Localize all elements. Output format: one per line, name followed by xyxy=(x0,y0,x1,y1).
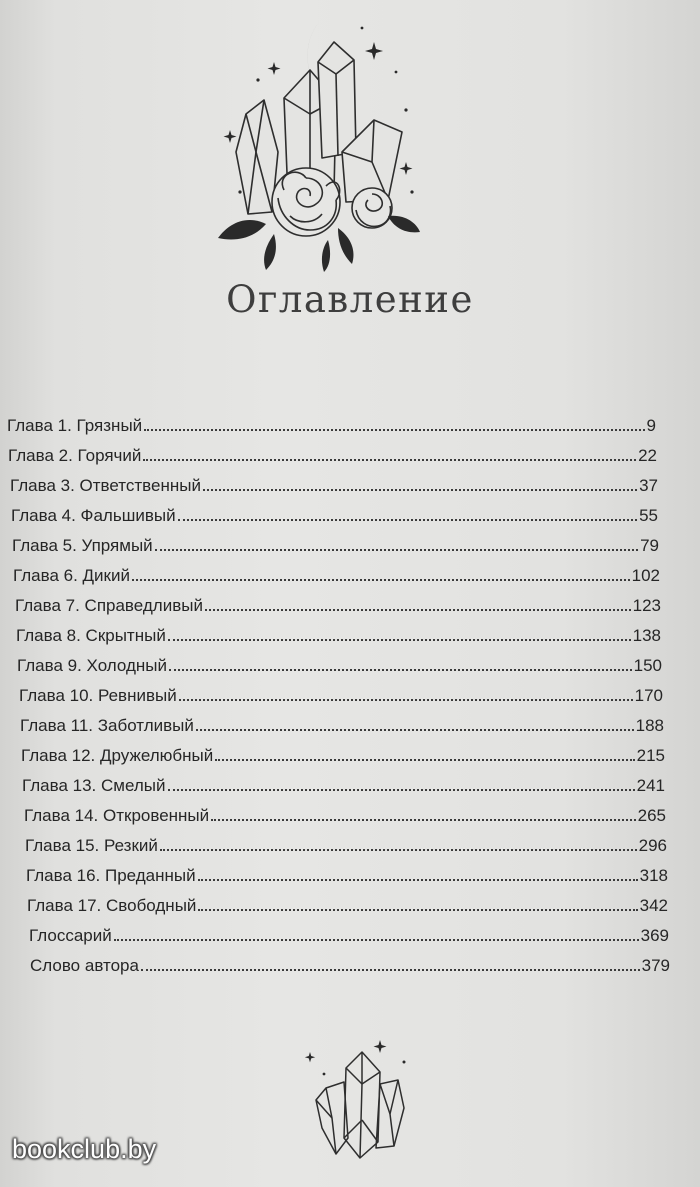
table-of-contents xyxy=(0,408,700,1008)
toc-entry-label: Глава 6. Дикий xyxy=(13,566,130,585)
toc-entry-label: Глава 12. Дружелюбный xyxy=(21,746,214,765)
toc-entry-page-number: 369 xyxy=(640,926,669,945)
toc-dot-leader xyxy=(198,888,637,911)
toc-entry-page-number: 296 xyxy=(638,836,667,855)
toc-entry-page-number: 9 xyxy=(646,416,656,435)
toc-entry-label: Глава 9. Холодный xyxy=(17,656,167,675)
toc-entry xyxy=(8,438,657,466)
toc-entry xyxy=(22,768,665,796)
toc-entry-label: Глава 16. Преданный xyxy=(26,866,196,885)
toc-entry-label: Глава 4. Фальшивый xyxy=(11,506,176,525)
toc-dot-leader xyxy=(198,858,638,881)
toc-dot-leader xyxy=(114,918,639,941)
toc-entry-page-number: 150 xyxy=(633,656,662,675)
toc-dot-leader xyxy=(215,738,634,761)
toc-entry-label: Глава 10. Ревнивый xyxy=(19,686,177,705)
toc-entry-label: Глава 11. Заботливый xyxy=(20,716,194,735)
toc-entry-page-number: 55 xyxy=(639,506,658,525)
toc-entry-label: Глава 13. Смелый xyxy=(22,776,166,795)
toc-entry-page-number: 22 xyxy=(638,446,657,465)
toc-entry-page-number: 342 xyxy=(639,896,668,915)
toc-entry xyxy=(16,618,661,646)
toc-entry xyxy=(26,858,668,886)
toc-dot-leader xyxy=(169,648,632,671)
toc-dot-leader xyxy=(168,618,631,641)
crystal-cluster-ornament xyxy=(300,1038,418,1163)
toc-entry-page-number: 265 xyxy=(637,806,666,825)
toc-dot-leader xyxy=(168,768,635,791)
toc-entry xyxy=(21,738,665,766)
toc-entry xyxy=(13,558,660,586)
toc-entry-page-number: 102 xyxy=(631,566,660,585)
toc-entry-label: Слово автора xyxy=(30,956,139,975)
toc-entry-page-number: 123 xyxy=(632,596,661,615)
toc-dot-leader xyxy=(203,468,637,491)
toc-entry xyxy=(17,648,662,676)
toc-entry xyxy=(19,678,663,706)
toc-entry-label: Глава 8. Скрытный xyxy=(16,626,166,645)
toc-dot-leader xyxy=(179,678,633,701)
toc-dot-leader xyxy=(144,408,644,431)
toc-dot-leader xyxy=(178,498,637,521)
toc-entry xyxy=(25,828,667,856)
toc-dot-leader xyxy=(141,948,640,971)
toc-entry-page-number: 188 xyxy=(635,716,664,735)
toc-entry-page-number: 379 xyxy=(641,956,670,975)
toc-dot-leader xyxy=(160,828,637,851)
toc-entry xyxy=(15,588,661,616)
toc-entry xyxy=(11,498,658,526)
toc-entry xyxy=(27,888,668,916)
toc-entry-page-number: 170 xyxy=(634,686,663,705)
toc-entry-label: Глава 5. Упрямый xyxy=(12,536,153,555)
toc-dot-leader xyxy=(143,438,636,461)
toc-dot-leader xyxy=(155,528,638,551)
toc-entry-label: Глава 7. Справедливый xyxy=(15,596,203,615)
toc-entry xyxy=(29,918,669,946)
toc-entry xyxy=(7,408,656,436)
toc-dot-leader xyxy=(196,708,634,731)
watermark-text: bookclub.by xyxy=(12,1134,157,1164)
toc-entry-label: Глава 2. Горячий xyxy=(8,446,142,465)
page-title: Оглавление xyxy=(226,278,474,321)
toc-entry xyxy=(20,708,664,736)
toc-entry xyxy=(30,948,670,976)
toc-entry-page-number: 138 xyxy=(632,626,661,645)
toc-entry-label: Глава 3. Ответственный xyxy=(10,476,201,495)
toc-entry-page-number: 318 xyxy=(639,866,668,885)
toc-entry-label: Глава 17. Свободный xyxy=(27,896,197,915)
toc-dot-leader xyxy=(205,588,631,611)
toc-entry xyxy=(24,798,666,826)
toc-entry-label: Глава 1. Грязный xyxy=(7,416,143,435)
toc-entry-label: Глава 14. Откровенный xyxy=(24,806,210,825)
moon-crystals-roses-ornament xyxy=(206,2,431,277)
toc-entry-page-number: 79 xyxy=(640,536,659,555)
toc-dot-leader xyxy=(132,558,630,581)
toc-dot-leader xyxy=(211,798,635,821)
toc-entry-label: Глоссарий xyxy=(29,926,112,945)
toc-entry-label: Глава 15. Резкий xyxy=(25,836,158,855)
toc-entry-page-number: 37 xyxy=(639,476,658,495)
toc-entry xyxy=(12,528,659,556)
toc-entry-page-number: 215 xyxy=(636,746,665,765)
toc-entry-page-number: 241 xyxy=(636,776,665,795)
toc-entry xyxy=(10,468,658,496)
